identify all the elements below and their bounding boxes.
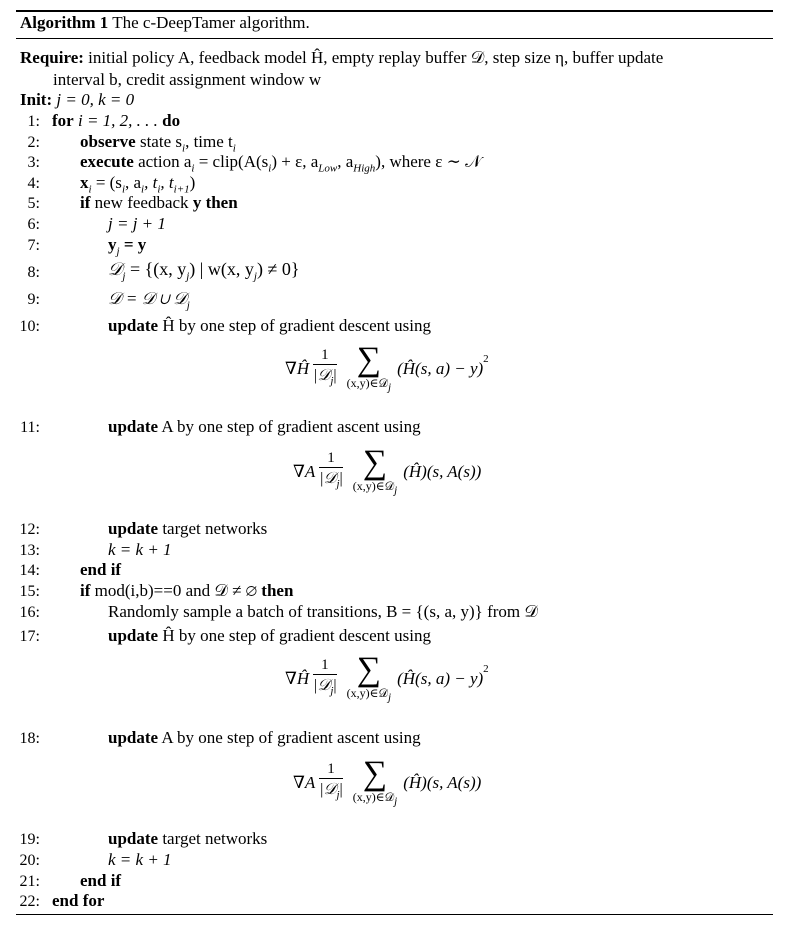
- kw-update: update: [108, 316, 159, 335]
- frac-num: 1: [327, 450, 335, 467]
- frac-den-sub: j: [336, 478, 340, 491]
- line-number-1: 1:: [27, 113, 40, 130]
- execute-noise: ) + ε, a: [271, 152, 319, 171]
- line-number-16: 16:: [19, 604, 40, 621]
- equation-descent-2: ∇Ĥ $\frac{1}{|𝒟_j|}$ ∑ (x,y)∈𝒟$_j$ (Ĥ(s, a) − y) $^2$: [285, 651, 489, 704]
- loss-term: (Ĥ(s, a) − y): [397, 359, 484, 379]
- frac-den: |𝒟: [319, 781, 337, 799]
- line-18: [108, 728, 421, 748]
- kw-update: update: [108, 519, 159, 538]
- execute-a: , a: [337, 152, 354, 171]
- sum-sub-j: j: [394, 795, 398, 808]
- loss-power: 2: [483, 663, 489, 676]
- equation-ascent-2: ∇A $\frac{1}{|𝒟_j|}$ ∑ (x,y)∈𝒟$_j$ (Ĥ)(s, A(s)): [293, 755, 482, 808]
- x-var: x: [80, 173, 89, 192]
- frac-num: 1: [321, 347, 329, 364]
- frac-den-sub: j: [330, 685, 334, 698]
- line-number-19: 19:: [19, 831, 40, 848]
- line-20: k = k + 1: [108, 850, 172, 869]
- frac-den-end: |: [339, 470, 343, 488]
- line-13: k = k + 1: [108, 540, 172, 559]
- frac-den: |𝒟: [313, 677, 331, 695]
- frac-den-sub: j: [336, 789, 340, 802]
- line-6: j = j + 1: [108, 214, 166, 233]
- sum-sub-j: j: [388, 381, 392, 394]
- frac-den-end: |: [333, 367, 337, 385]
- line-9: 𝒟 = 𝒟 ∪ 𝒟$_j$: [108, 289, 190, 312]
- x-t: , t: [144, 173, 158, 192]
- grad-a: ∇A: [293, 462, 316, 482]
- x-close: ): [189, 173, 196, 192]
- execute-where: ), where ε ∼ 𝒩: [375, 152, 482, 171]
- line-19: [108, 829, 267, 849]
- init-keyword: Init:: [20, 90, 53, 109]
- line-number-12: 12:: [19, 521, 40, 538]
- line-number-20: 20:: [19, 852, 40, 869]
- kw-then: then: [205, 193, 238, 212]
- kw-update: update: [108, 417, 159, 436]
- frac-den-end: |: [333, 677, 337, 695]
- dj-set-close: ) ≠ 0}: [256, 259, 300, 279]
- line-8: 𝒟$_j$ = {(x, $y_j$) | w(x, $y_j) \ne 0$}: [108, 259, 300, 283]
- line-number-13: 13:: [19, 542, 40, 559]
- x-a: , a: [125, 173, 142, 192]
- line-12: [108, 519, 267, 539]
- loss-term: (Ĥ(s, a) − y): [397, 669, 484, 689]
- line-number-9: 9:: [27, 291, 40, 308]
- loss-power: 2: [483, 353, 489, 366]
- line-number-2: 2:: [27, 134, 40, 151]
- kw-update: update: [108, 829, 159, 848]
- update-a-text: A by one step of gradient ascent using: [161, 417, 421, 436]
- kw-if: if: [80, 193, 91, 212]
- require-text-1: initial policy A, feedback model Ĥ, empty replay buffer 𝒟, step size η, buffer update: [88, 48, 664, 67]
- line-number-8: 8:: [27, 264, 40, 281]
- line-number-14: 14:: [19, 562, 40, 579]
- algorithm-label: Algorithm 1: [20, 13, 109, 32]
- grad-h: ∇Ĥ: [285, 359, 310, 379]
- observe-time: time t: [193, 132, 233, 151]
- line-number-11: 11:: [20, 419, 40, 436]
- line-5: [80, 193, 238, 213]
- line-number-5: 5:: [27, 195, 40, 212]
- sum-sub: (x,y)∈𝒟: [352, 790, 395, 804]
- yj-var: y: [108, 235, 117, 254]
- sum-sub-j: j: [388, 691, 392, 704]
- init-line: [20, 90, 134, 110]
- algorithm-name: The c-DeepTamer algorithm.: [112, 13, 310, 32]
- observe-state: state s: [139, 132, 182, 151]
- update-h-text: Ĥ by one step of gradient descent using: [162, 316, 431, 335]
- line-number-10: 10:: [19, 318, 40, 335]
- d-union: 𝒟 = 𝒟 ∪ 𝒟: [108, 289, 187, 308]
- frac-num: 1: [321, 657, 329, 674]
- init-text: j = 0, k = 0: [56, 90, 135, 109]
- dj-set-cond: ) | w(x, y: [189, 259, 254, 279]
- bottom-rule: [16, 914, 773, 915]
- update-h-text: Ĥ by one step of gradient descent using: [162, 626, 431, 645]
- line-2: observe state $s_i$, time $t_i$: [80, 132, 236, 155]
- update-a-text: A by one step of gradient ascent using: [161, 728, 421, 747]
- kw-do: do: [162, 111, 181, 130]
- target-networks: target networks: [162, 519, 268, 538]
- execute-clip: = clip(A(s: [198, 152, 269, 171]
- kw-then: then: [261, 581, 294, 600]
- require-text-2: interval b, credit assignment window w: [53, 70, 322, 89]
- line-number-22: 22:: [19, 893, 40, 910]
- objective-term: (Ĥ)(s, A(s)): [403, 773, 482, 793]
- line-number-21: 21:: [19, 873, 40, 890]
- execute-action: action a: [138, 152, 192, 171]
- grad-a: ∇A: [293, 773, 316, 793]
- mod-condition: mod(i,b)==0 and 𝒟 ≠ ∅: [94, 581, 258, 600]
- frac-den-sub: j: [330, 375, 334, 388]
- sum-sub: (x,y)∈𝒟: [346, 686, 389, 700]
- x-def: = (s: [95, 173, 122, 192]
- top-rule: [16, 10, 773, 12]
- line-number-6: 6:: [27, 216, 40, 233]
- kw-if: if: [80, 581, 91, 600]
- line-number-17: 17:: [19, 628, 40, 645]
- target-networks: target networks: [162, 829, 268, 848]
- yj-def: = y: [123, 235, 147, 254]
- line-11: [108, 417, 421, 437]
- line-21: end if: [80, 871, 122, 890]
- objective-term: (Ĥ)(s, A(s)): [403, 462, 482, 482]
- equation-descent-1: ∇Ĥ $\frac{1}{|𝒟_j|}$ ∑ (x,y)∈𝒟$_j$ (Ĥ(s, a) − y) $^2$: [285, 341, 489, 394]
- dj-var: 𝒟: [108, 259, 123, 279]
- line-3: execute action $a_i$ = $clip(A(s_i) + \varepsilon$, $a_{Low}$, $a_{High}$), where ε ∼ 𝒩: [80, 152, 482, 175]
- line-number-15: 15:: [19, 583, 40, 600]
- new-feedback: new feedback: [94, 193, 189, 212]
- line-17: [108, 626, 431, 646]
- line-1: [52, 111, 180, 131]
- loop-range: i = 1, 2, . . .: [77, 111, 158, 130]
- kw-update: update: [108, 626, 159, 645]
- line-22: end for: [52, 891, 105, 910]
- line-number-4: 4:: [27, 175, 40, 192]
- line-14: end if: [80, 560, 122, 579]
- require-block: [20, 47, 770, 91]
- line-16: Randomly sample a batch of transitions, B = {(s, a, y)} from 𝒟: [108, 602, 538, 621]
- y-var: y: [192, 193, 202, 212]
- x-t2: , t: [160, 173, 174, 192]
- caption-rule: [16, 38, 773, 39]
- kw-for: for: [52, 111, 74, 130]
- sum-sub: (x,y)∈𝒟: [352, 479, 395, 493]
- sum-sub-j: j: [394, 484, 398, 497]
- frac-den: |𝒟: [319, 470, 337, 488]
- sum-sub: (x,y)∈𝒟: [346, 376, 389, 390]
- line-7: $y_j = y$: [108, 235, 147, 258]
- kw-update: update: [108, 728, 159, 747]
- line-10: [108, 316, 431, 336]
- frac-num: 1: [327, 761, 335, 778]
- equation-ascent-1: ∇A $\frac{1}{|𝒟_j|}$ ∑ (x,y)∈𝒟$_j$ (Ĥ)(s, A(s)): [293, 444, 482, 497]
- line-number-18: 18:: [19, 730, 40, 747]
- line-4: $x_i = (s_i$, $a_i$, $t_i$, $t_{i+1}$): [80, 173, 196, 196]
- frac-den: |𝒟: [313, 367, 331, 385]
- line-number-7: 7:: [27, 237, 40, 254]
- dj-set-open: = {(x, y: [129, 259, 187, 279]
- grad-h: ∇Ĥ: [285, 669, 310, 689]
- algorithm-caption: [20, 13, 310, 33]
- line-number-3: 3:: [27, 154, 40, 171]
- kw-observe: observe: [80, 132, 136, 151]
- require-keyword: Require:: [20, 48, 84, 67]
- line-15: [80, 581, 293, 601]
- kw-execute: execute: [80, 152, 134, 171]
- frac-den-end: |: [339, 781, 343, 799]
